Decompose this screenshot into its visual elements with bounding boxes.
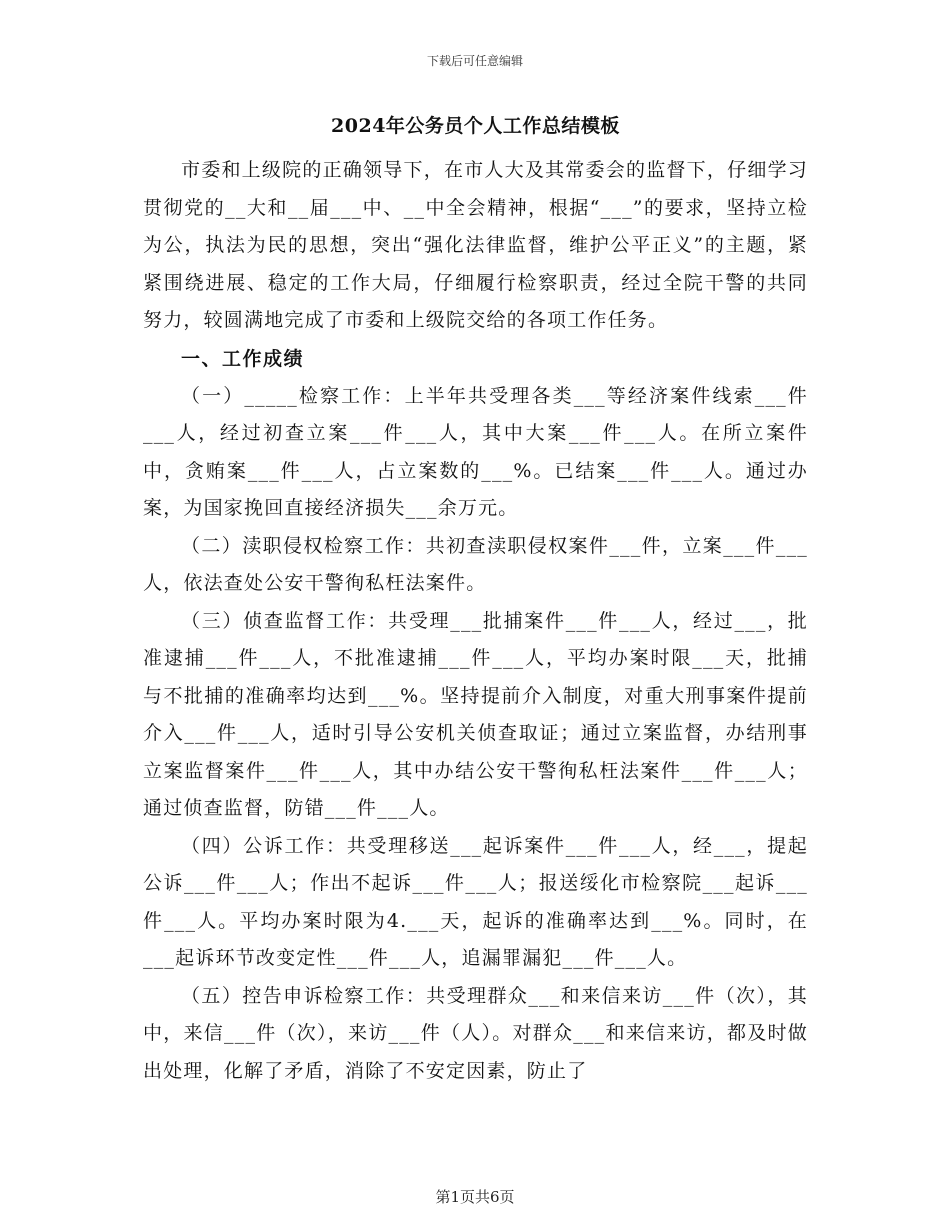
list-item: （四）公诉工作：共受理移送___起诉案件___件___人，经___，提起公诉___件___人；作出不起诉___件___人；报送绥化市检察院___起诉___件___人。平均办案时限为4.___天，起诉的准确率达到___%。同时，在___起诉环节改变定性___件___人，追漏罪漏犯___件___人。 <box>143 834 808 969</box>
section-heading: 一、工作成绩 <box>181 347 305 370</box>
list-item: （五）控告申诉检察工作：共受理群众___和来信来访___件（次），其中，来信___件（次），来访___件（人）。对群众___和来信来访，都及时做出处理，化解了矛盾，消除了不安定因素，防止了 <box>143 984 808 1082</box>
list-item: （三）侦查监督工作：共受理___批捕案件___件___人，经过___，批准逮捕___件___人，不批准逮捕___件___人，平均办案时限___天，批捕与不批捕的准确率均达到___%。坚持提前介入制度，对重大刑事案件提前介入___件___人，适时引导公安机关侦查取证；通过立案监督，办结刑事立案监督案件___件___人，其中办结公安干警徇私枉法案件___件___人；通过侦查监督，防错___件___人。 <box>143 609 808 819</box>
intro-paragraph: 市委和上级院的正确领导下，在市人大及其常委会的监督下，仔细学习贯彻党的__大和__届___中、__中全会精神，根据“___”的要求，坚持立检为公，执法为民的思想，突出“强化法律监督，维护公平正义”的主题，紧紧围绕进展、稳定的工作大局，仔细履行检察职责，经过全院干警的共同努力，较圆满地完成了市委和上级院交给的各项工作任务。 <box>143 159 808 331</box>
document-body <box>143 110 808 1090</box>
page-header: 下载后可任意编辑 <box>426 54 523 68</box>
document-title: 2024年公务员个人工作总结模板 <box>331 115 620 137</box>
list-item: （二）渎职侵权检察工作：共初查渎职侵权案件___件，立案___件___人，依法查处公安干警徇私枉法案件。 <box>143 534 808 594</box>
list-item: （一）_____检察工作：上半年共受理各类___等经济案件线索___件___人，经过初查立案___件___人，其中大案___件___人。在所立案件中，贪贿案___件___人，占立案数的___%。已结案___件___人。通过办案，为国家挽回直接经济损失___余万元。 <box>143 384 808 519</box>
page-footer: 第1页共6页 <box>435 1188 515 1206</box>
